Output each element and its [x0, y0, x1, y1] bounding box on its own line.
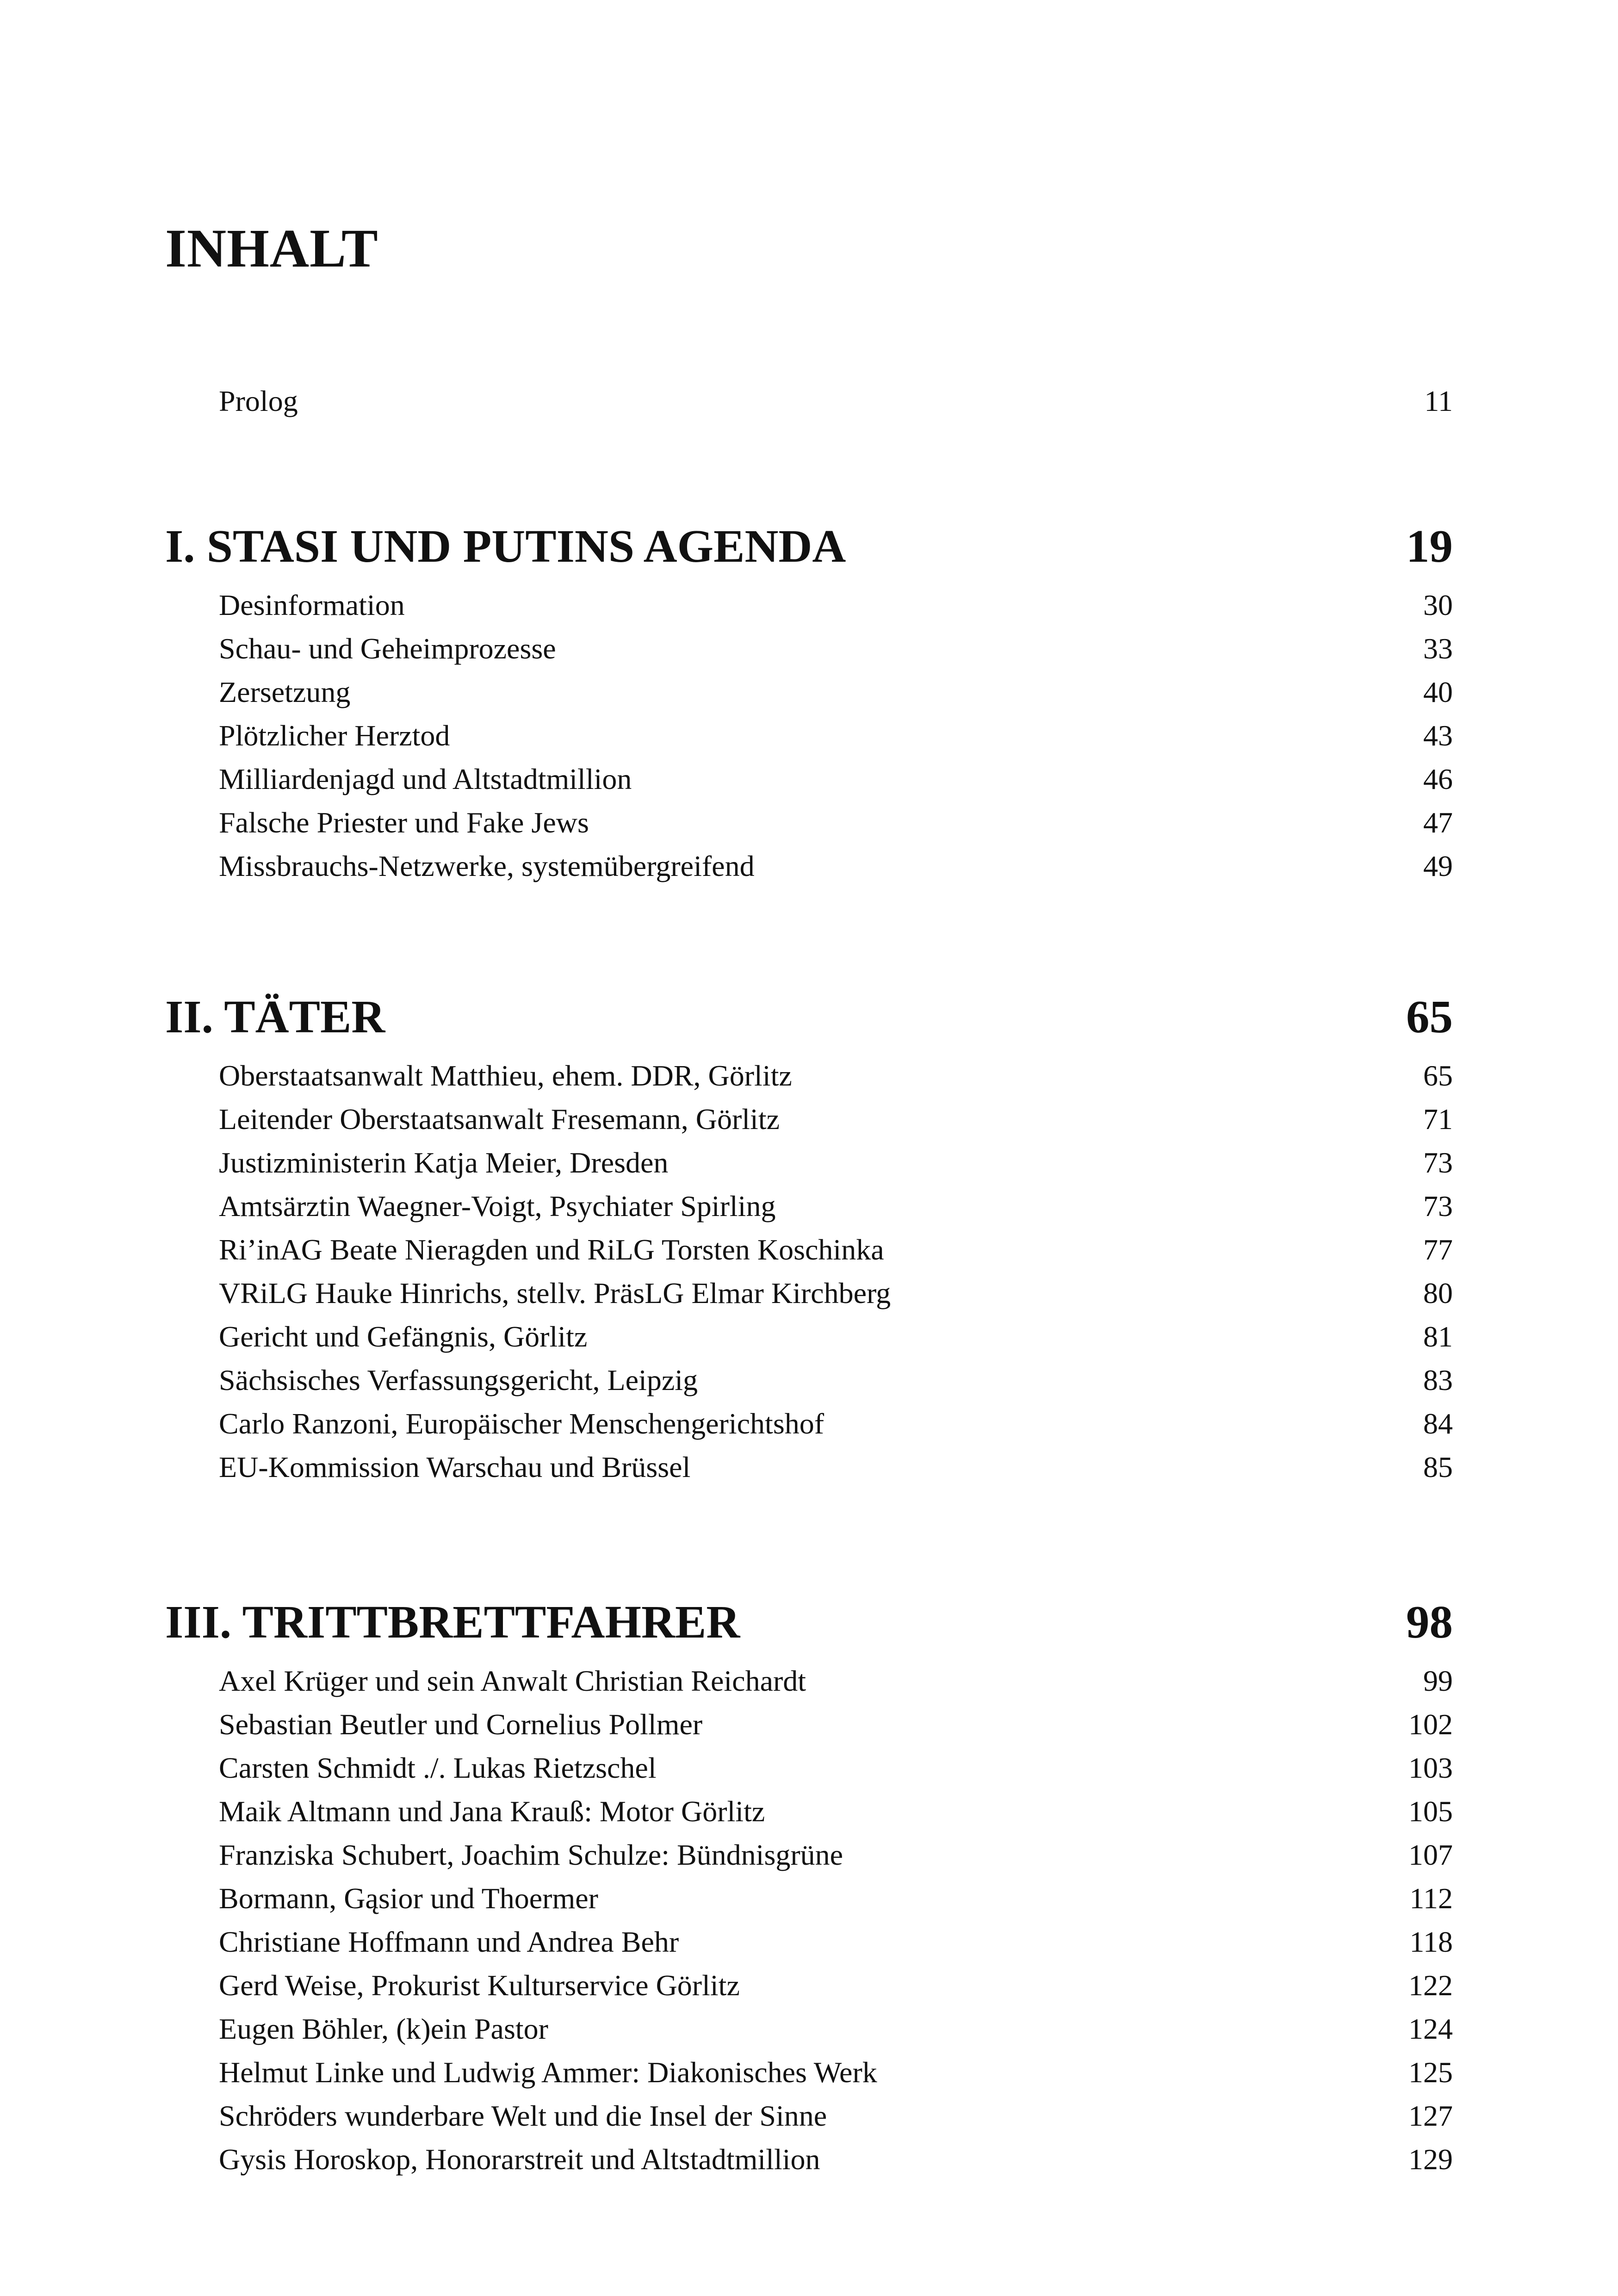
entry-page-number: 84 — [1423, 1407, 1453, 1440]
entry-list — [219, 1659, 1453, 2181]
toc-entry — [219, 2094, 1453, 2138]
entry-page-number: 30 — [1423, 589, 1453, 621]
toc-entry — [219, 1790, 1453, 1833]
toc-entry — [219, 2007, 1453, 2051]
entry-page-number: 77 — [1423, 1233, 1453, 1266]
section-heading — [165, 1596, 1453, 1648]
toc-entry — [219, 379, 1453, 423]
entry-page-number: 127 — [1408, 2099, 1453, 2132]
toc-entry — [219, 1920, 1453, 1964]
entry-page-number: 46 — [1423, 763, 1453, 795]
section-heading — [165, 991, 1453, 1043]
toc-entry — [219, 1402, 1453, 1446]
toc-entry — [219, 1141, 1453, 1185]
entry-label: Christiane Hoffmann und Andrea Behr — [219, 1925, 679, 1958]
entry-label: Prolog — [219, 385, 298, 417]
prolog-entry — [165, 379, 1453, 423]
toc-entry — [219, 1746, 1453, 1790]
entry-label: Missbrauchs-Netzwerke, systemübergreifend — [219, 850, 755, 882]
entry-list — [219, 1054, 1453, 1489]
entry-page-number: 73 — [1423, 1146, 1453, 1179]
entry-label: Sebastian Beutler und Cornelius Pollmer — [219, 1708, 703, 1741]
entry-label: Milliardenjagd und Altstadtmillion — [219, 763, 632, 795]
entry-label: Ri’inAG Beate Nieragden und RiLG Torsten Koschinka — [219, 1233, 884, 1266]
toc-entry — [219, 627, 1453, 670]
entry-label: Sächsisches Verfassungsgericht, Leipzig — [219, 1364, 698, 1396]
entry-page-number: 107 — [1408, 1838, 1453, 1871]
entry-list — [219, 583, 1453, 888]
entry-label: Franziska Schubert, Joachim Schulze: Bündnisgrüne — [219, 1838, 843, 1871]
toc-entry — [219, 757, 1453, 801]
entry-label: Gericht und Gefängnis, Görlitz — [219, 1320, 588, 1353]
toc-entry — [219, 1877, 1453, 1920]
entry-label: Carlo Ranzoni, Europäischer Menschengerichtshof — [219, 1407, 824, 1440]
entry-label: Oberstaatsanwalt Matthieu, ehem. DDR, Görlitz — [219, 1059, 792, 1092]
toc-entry — [219, 1446, 1453, 1489]
toc-entry — [219, 1659, 1453, 1703]
toc-entry — [219, 1272, 1453, 1315]
entry-label: Leitender Oberstaatsanwalt Fresemann, Görlitz — [219, 1103, 780, 1136]
entry-label: Maik Altmann und Jana Krauß: Motor Görlitz — [219, 1795, 765, 1828]
entry-label: Amtsärztin Waegner-Voigt, Psychiater Spirling — [219, 1190, 776, 1222]
entry-label: Desinformation — [219, 589, 405, 621]
section-page-number: 19 — [1406, 520, 1453, 572]
section-3 — [165, 1596, 1453, 2181]
entry-page-number: 125 — [1408, 2056, 1453, 2089]
toc-entry — [219, 1228, 1453, 1272]
toc-entry — [219, 1098, 1453, 1141]
toc-entry — [219, 1964, 1453, 2007]
entry-page-number: 71 — [1423, 1103, 1453, 1136]
entry-label: Carsten Schmidt ./. Lukas Rietzschel — [219, 1751, 657, 1784]
entry-page-number: 85 — [1423, 1451, 1453, 1483]
entry-page-number: 65 — [1423, 1059, 1453, 1092]
entry-label: EU-Kommission Warschau und Brüssel — [219, 1451, 691, 1483]
entry-page-number: 112 — [1409, 1882, 1453, 1915]
entry-page-number: 99 — [1423, 1664, 1453, 1697]
entry-label: Eugen Böhler, (k)ein Pastor — [219, 2012, 548, 2045]
entry-page-number: 102 — [1408, 1708, 1453, 1741]
entry-page-number: 49 — [1423, 850, 1453, 882]
entry-label: Bormann, Gąsior und Thoermer — [219, 1882, 598, 1915]
entry-page-number: 73 — [1423, 1190, 1453, 1222]
entry-label: Justizministerin Katja Meier, Dresden — [219, 1146, 669, 1179]
toc-entry — [219, 1315, 1453, 1359]
toc-entry — [219, 2138, 1453, 2181]
entry-page-number: 83 — [1423, 1364, 1453, 1396]
toc-entry — [219, 714, 1453, 757]
entry-label: Gerd Weise, Prokurist Kulturservice Görlitz — [219, 1969, 740, 2002]
section-title: III. TRITTBRETTFAHRER — [165, 1596, 740, 1648]
entry-page-number: 124 — [1408, 2012, 1453, 2045]
toc-entry — [219, 583, 1453, 627]
toc-entry — [219, 1359, 1453, 1402]
toc-entry — [219, 801, 1453, 844]
entry-label: Helmut Linke und Ludwig Ammer: Diakonisches Werk — [219, 2056, 877, 2089]
toc-entry — [219, 1833, 1453, 1877]
section-2 — [165, 993, 1453, 1489]
entry-label: Axel Krüger und sein Anwalt Christian Reichardt — [219, 1664, 806, 1697]
section-heading — [165, 520, 1453, 572]
toc-entry — [219, 1054, 1453, 1098]
toc-entry — [219, 670, 1453, 714]
entry-page-number: 81 — [1423, 1320, 1453, 1353]
entry-page-number: 47 — [1423, 806, 1453, 839]
toc-entry — [219, 844, 1453, 888]
entry-page-number: 11 — [1424, 385, 1453, 417]
entry-label: Zersetzung — [219, 676, 351, 708]
toc-entry — [219, 1703, 1453, 1746]
toc-entry — [219, 2051, 1453, 2094]
entry-page-number: 122 — [1408, 1969, 1453, 2002]
entry-page-number: 105 — [1408, 1795, 1453, 1828]
entry-label: VRiLG Hauke Hinrichs, stellv. PräsLG Elmar Kirchberg — [219, 1277, 891, 1309]
entry-page-number: 118 — [1409, 1925, 1453, 1958]
entry-label: Schau- und Geheimprozesse — [219, 632, 556, 665]
toc-entry — [219, 1185, 1453, 1228]
entry-page-number: 40 — [1423, 676, 1453, 708]
entry-page-number: 33 — [1423, 632, 1453, 665]
entry-page-number: 103 — [1408, 1751, 1453, 1784]
page-title: INHALT — [165, 218, 378, 279]
section-page-number: 65 — [1406, 991, 1453, 1043]
section-title: I. STASI UND PUTINS AGENDA — [165, 520, 846, 572]
entry-page-number: 43 — [1423, 719, 1453, 752]
section-page-number: 98 — [1406, 1596, 1453, 1648]
entry-label: Falsche Priester und Fake Jews — [219, 806, 589, 839]
section-title: II. TÄTER — [165, 991, 385, 1043]
entry-label: Gysis Horoskop, Honorarstreit und Altstadtmillion — [219, 2143, 820, 2176]
entry-label: Schröders wunderbare Welt und die Insel der Sinne — [219, 2099, 827, 2132]
section-1 — [165, 520, 1453, 888]
entry-label: Plötzlicher Herztod — [219, 719, 450, 752]
entry-page-number: 129 — [1408, 2143, 1453, 2176]
entry-page-number: 80 — [1423, 1277, 1453, 1309]
